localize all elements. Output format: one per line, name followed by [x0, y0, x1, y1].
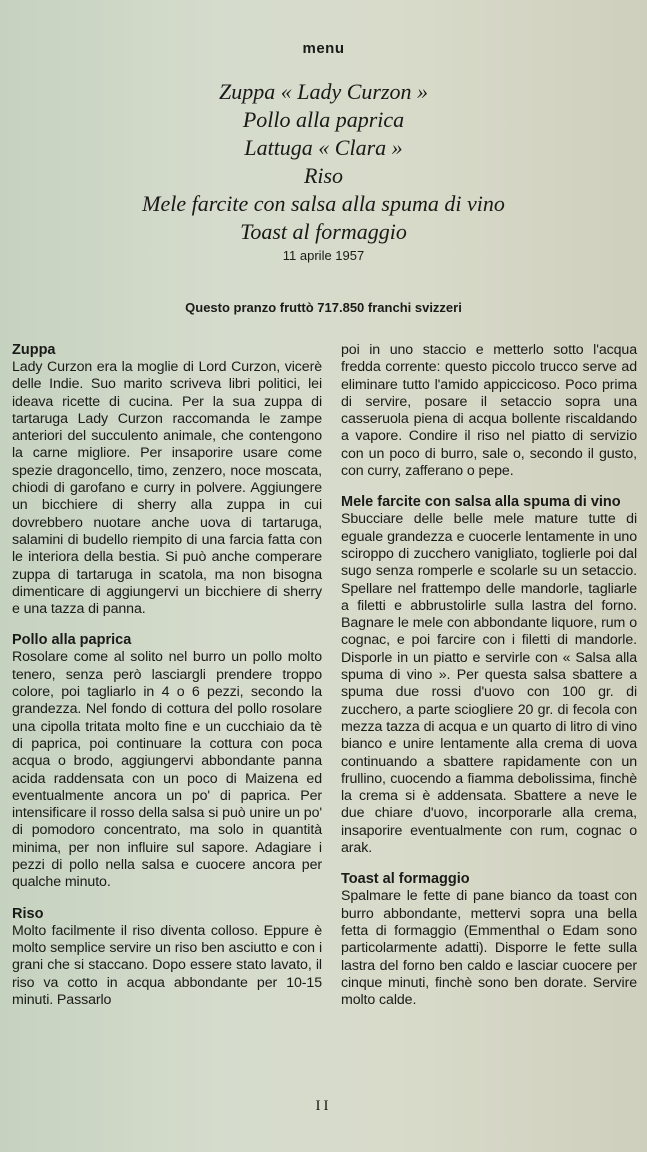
recipe-section — [341, 342, 637, 480]
recipe-title: Riso — [12, 905, 44, 922]
recipe-title: Toast al formaggio — [341, 871, 470, 888]
left-column — [12, 342, 322, 1023]
recipe-section — [341, 494, 637, 857]
dish-item: Pollo alla paprica — [242, 107, 405, 132]
recipe-section — [12, 632, 322, 891]
recipe-text: Lady Curzon era la moglie di Lord Curzon, vicerè delle Indie. Suo marito scriveva libri politici, lei ideava ricette di cucina. Per la sua zuppa di tartaruga Lady Curzon raccomanda le zampe anteriori del succulento animale, che contengono la carne migliore. Per insaporire usare come spezie dragoncello, timo, zenzero, noce moscata, chiodi di garofano e curry in polvere. Aggiungere un bicchiere di sherry alla zuppa in cui dovrebbero nuotare anche uova di tartaruga, salamini di budello riempito di una farcia fatta con le interiora della bestia. Si può anche comperare zuppa di tartaruga in scatola, ma non bisogna dimenticare di aggiungervi un bicchiere di sherry e una tazza di panna. — [12, 359, 322, 618]
recipe-title: Pollo alla paprica — [12, 632, 132, 649]
page-number: II — [315, 1098, 332, 1114]
recipe-title: Mele farcite con salsa alla spuma di vino — [341, 494, 621, 511]
recipe-text: Sbucciare delle belle mele mature tutte di eguale grandezza e cuocerle lentamente in uno sciroppo di zucchero vanigliato, toglierle poi dal sugo senza romperle e scolarle su un setaccio. Spellare nel frattempo delle mandorle, tagliarle a filetti e abbrustolirle sulla lastra del forno. Bagnare le mele con abbondante liquore, rum o cognac, e poi farcire con i filetti di mandorle. Disporle in un piatto e servirle con « Salsa alla spuma di vino ». Per questa salsa sbattere a spuma due rossi d'uovo con 100 gr. di zucchero, a parte sciogliere 20 gr. di fecola con mezza tazza di acqua e un quarto di litro di vino bianco e unire lentamente alla crema di uova continuando a sbattere rapidamente con un frullino, cuocendo a fiamma debolissima, finchè la crema si è addensata. Sbattere a neve le due chiare d'uovo, incorporarle alla crema, insaporire eventualmente con rum, cognac o arak. — [341, 511, 637, 857]
recipe-text: Molto facilmente il riso diventa colloso. Eppure è molto semplice servire un riso ben asciutto e con i grani che si staccano. Dopo essere stato lavato, il riso va cotto in acqua abbondante per 10-15 minuti. Passarlo — [12, 922, 322, 1008]
recipe-section — [341, 871, 637, 1009]
dish-item: Zuppa « Lady Curzon » — [218, 79, 429, 104]
dish-item: Mele farcite con salsa alla spuma di vino — [142, 191, 505, 216]
right-column — [341, 342, 637, 1023]
recipe-section — [12, 342, 322, 618]
dish-item: Toast al formaggio — [240, 219, 407, 244]
menu-dish-list — [0, 78, 647, 246]
menu-date: 11 aprile 1957 — [282, 248, 365, 263]
recipe-section — [12, 906, 322, 1009]
recipe-title: Zuppa — [12, 342, 56, 358]
dish-item: Lattuga « Clara » — [244, 135, 403, 160]
recipe-text: Spalmare le fette di pane bianco da toast con burro abbondante, mettervi sopra una bella fetta di formaggio (Emmenthal o Edam sono particolarmente adatti). Disporre le fette sulla lastra del forno ben caldo e lasciar cuocere per cinque minuti, finchè sono ben dorate. Servire molto calde. — [341, 888, 637, 1009]
dish-item: Riso — [303, 163, 344, 188]
recipe-text: Rosolare come al solito nel burro un pollo molto tenero, senza però lasciargli prendere troppo colore, poi tagliarlo in 4 o 6 pezzi, secondo la grandezza. Nel fondo di cottura del pollo rosolare una cipolla tritata molto fine e un cucchiaio da tè di paprica, poi continuare la cottura con poca acqua o brodo, aggiungervi abbondante panna acida raddensata con un poco di Maizena ed eventualmente ancora un po' di paprica. Per intensificare il rosso della salsa si può unire un po' di pomodoro concentrato, ma solo in quantità minima, per non influire sul sapore. Adagiare i pezzi di pollo nella salsa e cuocere ancora per qualche minuto. — [12, 649, 322, 891]
menu-label: menu — [302, 40, 345, 57]
price-subtitle: Questo pranzo fruttò 717.850 franchi svizzeri — [185, 300, 462, 315]
recipe-text: poi in uno staccio e metterlo sotto l'acqua fredda corrente: questo piccolo trucco serve ad eliminare tutto l'amido appiccicoso. Poco prima di servire, posare il setaccio sopra una casseruola piena di acqua bollente riscaldando a vapore. Condire il riso nel piatto di servizio con un poco di burro, sale o, secondo il gusto, con curry, zafferano o pepe. — [341, 342, 637, 480]
